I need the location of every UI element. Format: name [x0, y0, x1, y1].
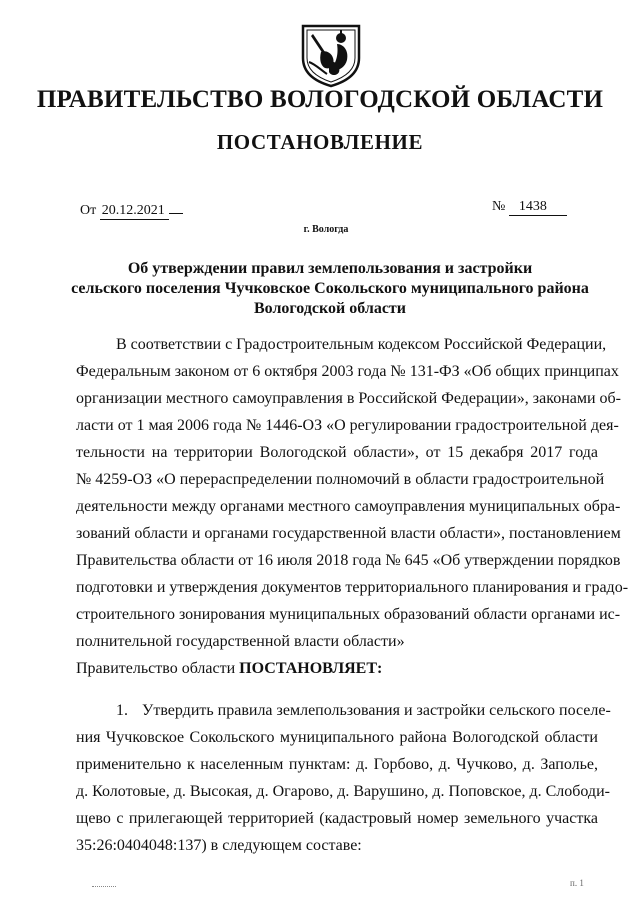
item-text: Утвердить правила землепользования и застройки сельского поселе- [142, 702, 611, 719]
date-line [80, 203, 183, 220]
document-date: 20.12.2021 [100, 203, 169, 220]
item-1-line: применительно к населенным пунктам: д. Горбово, д. Чучково, д. Заполье, [76, 756, 598, 773]
document-number: 1438 [509, 199, 567, 216]
preamble-line: организации местного самоуправления в Российской Федерации», законами об- [76, 390, 622, 407]
item-number: 1. [116, 702, 128, 719]
document-type: ПОСТАНОВЛЕНИЕ [216, 130, 424, 154]
preamble-line: деятельности между органами местного самоуправления муниципальных обра- [76, 498, 621, 515]
date-prefix: От [80, 203, 97, 218]
government-title: ПРАВИТЕЛЬСТВО ВОЛОГОДСКОЙ ОБЛАСТИ [36, 86, 604, 113]
number-line [492, 199, 567, 216]
item-1-line: ния Чучковское Сокольского муниципального района Вологодской области [76, 729, 598, 746]
preamble-line: ласти от 1 мая 2006 года № 1446-ОЗ «О регулировании градостроительной дея- [76, 417, 619, 434]
preamble-line: зований области и органами государственной власти области», постановлением [76, 525, 621, 542]
document-heading [60, 259, 600, 319]
heading-line: Вологодской области [253, 300, 407, 317]
preamble-line: Федеральным законом от 6 октября 2003 года № 131-ФЗ «Об общих принципах [76, 363, 619, 380]
item-1-line: 35:26:0404048:137) в следующем составе: [76, 837, 362, 854]
decree-keyword: ПОСТАНОВЛЯЕТ: [239, 660, 383, 677]
preamble-line: Правительства области от 16 июля 2018 года № 645 «Об утверждении порядков [76, 552, 621, 569]
heading-line: сельского поселения Чучковское Сокольского муниципального района [71, 280, 589, 297]
page-mark: п. 1 [570, 878, 584, 888]
coat-of-arms-icon [299, 22, 363, 88]
footer-dots [92, 886, 116, 888]
item-1-line: щево с прилегающей территорией (кадастровый номер земельного участка [76, 810, 598, 827]
preamble-line: № 4259-ОЗ «О перераспределении полномочий в области градостроительной [76, 471, 605, 488]
preamble-line: подготовки и утверждения документов территориального планирования и градо- [76, 579, 629, 596]
preamble-line: тельности на территории Вологодской области», от 15 декабря 2017 года [76, 444, 598, 461]
city: г. Вологда [303, 224, 349, 235]
preamble-line: В соответствии с Градостроительным кодексом Российской Федерации, [116, 336, 607, 353]
decree-prefix: Правительство области [76, 660, 236, 677]
preamble-line: строительного зонирования муниципальных образований области органами ис- [76, 606, 621, 623]
preamble-line: полнительной государственной власти области» [76, 633, 405, 650]
date-underline [169, 213, 183, 214]
number-prefix: № [492, 199, 506, 214]
decree-line [76, 659, 598, 679]
item-1-line [116, 701, 611, 721]
heading-line: Об утверждении правил землепользования и застройки [127, 260, 533, 277]
item-1-line: д. Колотовые, д. Высокая, д. Огарово, д. Варушино, д. Поповское, д. Слободи- [76, 783, 610, 800]
